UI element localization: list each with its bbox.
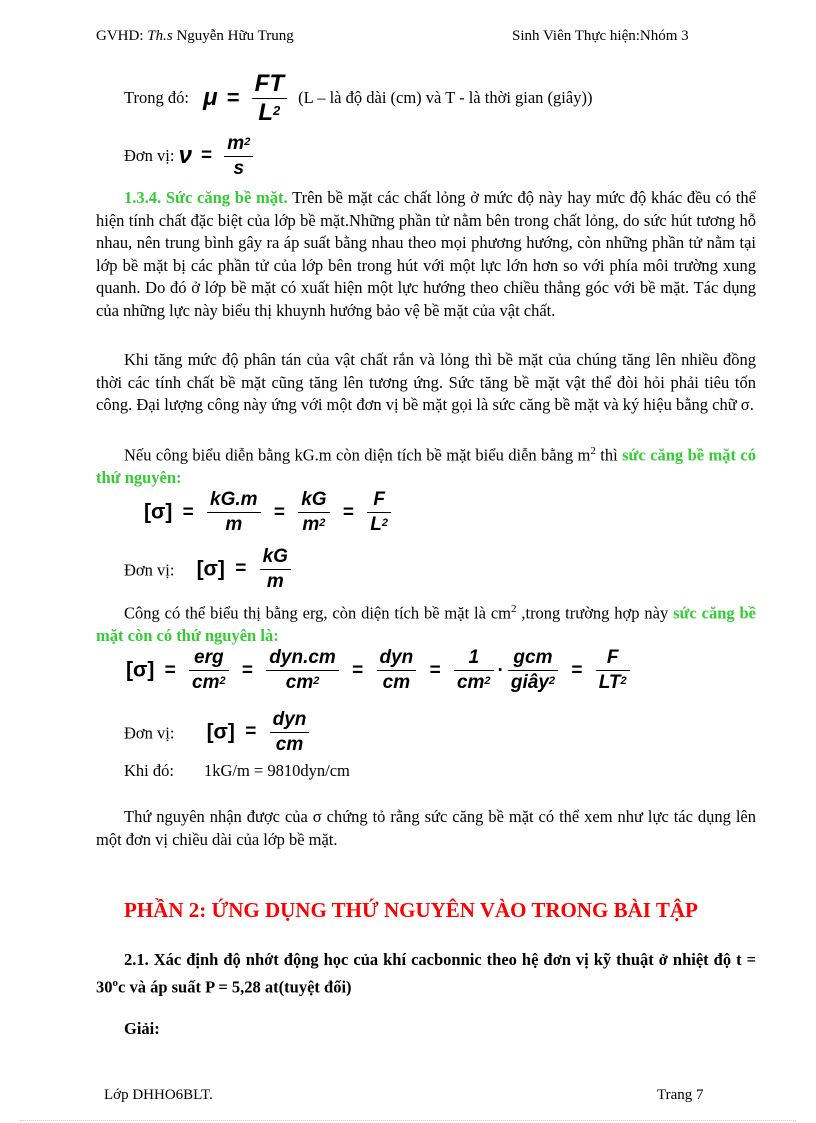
unit-sigma1-fraction	[260, 545, 291, 594]
eq1-fraction-3	[367, 488, 391, 537]
eq1-equals-3: =	[342, 501, 354, 523]
eq2-fraction-4	[454, 646, 494, 695]
eq2-f2-den-exp: 2	[313, 675, 320, 687]
eq2-f6-den-base: LT	[598, 672, 621, 693]
eq2-fraction-5	[508, 646, 558, 695]
eq1-lhs: [σ]	[144, 500, 173, 524]
nu-equals: =	[201, 145, 213, 167]
eq2-fraction-3	[377, 646, 417, 695]
eq2-f4-den	[454, 671, 494, 695]
paragraph-dispersion: Khi tăng mức độ phân tán của vật chất rắn và lỏng thì bề mặt của chúng tăng lên nhiều đồng thời các tính chất bề mặt cũng tăng lên tương ứng. Sức tăng bề mặt vật thể đòi hỏi phải tiêu tốn công. Đại lượng công này ứng với một đơn vị bề mặt gọi là sức căng bề mặt và ký hiệu bằng chữ σ.	[96, 350, 756, 415]
eq1-f3-den-exp: 2	[381, 517, 388, 529]
eq2-f6-num: F	[596, 646, 630, 671]
eq2-lhs: [σ]	[126, 658, 155, 682]
unit-sigma2-math	[206, 709, 313, 755]
unit-sigma1-math	[196, 546, 294, 592]
eq2-f1-num: erg	[189, 646, 229, 671]
eq2-f2-den-base: cm	[285, 672, 314, 693]
unit-sigma1-equals: =	[235, 558, 247, 580]
footer-left: Lớp DHHO6BLT.	[104, 1087, 213, 1103]
eq2-f1-den-exp: 2	[219, 675, 226, 687]
nu-fraction	[224, 132, 253, 181]
formula-mu-label: Trong đó:	[124, 88, 189, 108]
unit-sigma1-den: m	[266, 571, 284, 592]
eq2-equals-3: =	[352, 659, 364, 681]
mu-denominator	[252, 99, 287, 127]
eq2-f6-den-exp: 2	[620, 675, 627, 687]
nu-symbol: ν	[178, 142, 192, 170]
para3-text2: thì	[595, 445, 623, 465]
khi-do-value: 1kG/m = 9810dyn/cm	[203, 761, 350, 780]
nu-numerator	[224, 132, 253, 157]
eq2-f4-num: 1	[454, 646, 494, 671]
eq2-f5-den	[508, 671, 558, 695]
equation-sigma-kg	[144, 488, 394, 537]
problem-21-sup: o	[112, 976, 118, 989]
header-right: Sinh Viên Thực hiện:Nhóm 3	[512, 28, 689, 44]
paragraph-erg	[96, 598, 756, 648]
problem-21	[96, 949, 756, 999]
unit-sigma1-label: Đơn vị:	[124, 560, 175, 580]
eq1-f2-den-exp: 2	[319, 517, 326, 529]
para3-text: Nếu công biểu diễn bằng kG.m còn diện tích bề mặt biểu diễn bằng m	[124, 445, 591, 465]
eq1-f2-den-base: m	[302, 514, 320, 535]
header-supervisor-name: Nguyễn Hữu Trung	[172, 28, 294, 44]
unit-nu-block	[124, 132, 256, 181]
header-left	[96, 28, 294, 45]
eq1-equals-2: =	[273, 501, 285, 523]
unit-sigma2-fraction	[270, 708, 310, 757]
eq2-equals-5: =	[571, 659, 583, 681]
eq1-f2-num: kG	[298, 488, 329, 513]
eq2-f3-num: dyn	[377, 646, 417, 671]
eq2-equals-4: =	[429, 659, 441, 681]
mu-equals: =	[226, 85, 240, 111]
para4-text: Công có thể biểu thị bằng erg, còn diện tích bề mặt là cm	[124, 603, 511, 623]
section-134-paragraph	[96, 187, 756, 323]
eq2-fraction-2	[266, 646, 339, 695]
eq2-dot: ·	[497, 659, 504, 681]
eq1-fraction-2	[298, 488, 329, 537]
paragraph-kgm	[96, 440, 756, 490]
nu-num-exp: 2	[244, 136, 251, 148]
eq2-f5-den-exp: 2	[548, 675, 556, 687]
eq1-fraction-1	[207, 488, 261, 537]
eq2-fraction-1	[189, 646, 229, 695]
paragraph-conclusion: Thứ nguyên nhận được của σ chứng tỏ rằng sức căng bề mặt có thể xem như lực tác dụng lên một đơn vị chiều dài của lớp bề mặt.	[96, 807, 756, 849]
header-gvhd-label: GVHD:	[96, 28, 148, 44]
eq1-f2-den	[298, 513, 329, 537]
section-134-text: Trên bề mặt các chất lỏng ở mức độ này hay mức độ khác đều có thể hiện tính chất đặc biệt của lớp bề mặt.Những phần tử nằm bên trong chất lỏng, do sức hút tương hỗ nhau, nên trung bình gây ra áp suất bằng nhau theo mọi phương hướng, còn những phần tử nằm tại lớp bề mặt bị các phần tử của lớp bên trong hút với một lực lớn hơn so với phía môi trường xung quanh. Do đó ở lớp bề mặt có xuất hiện một lực hướng theo chiều thẳng góc với bề mặt. Tác dụng của những lực này biểu thị khuynh hướng bảo vệ bề mặt của vật chất.	[96, 188, 756, 320]
unit-sigma-dyn-block	[124, 708, 312, 757]
page-bottom-divider	[20, 1120, 796, 1121]
problem-21-text2: c và áp suất P = 5,28 at(tuyệt đối)	[118, 977, 352, 997]
problem-21-text: 2.1. Xác định độ nhớt động học của khí cacbonnic theo hệ đơn vị kỹ thuật ở nhiệt độ t = 30	[96, 950, 756, 997]
unit-sigma2-label: Đơn vị:	[124, 723, 175, 743]
eq2-f5-num: gcm	[508, 646, 558, 671]
eq1-f1-num: kG.m	[207, 488, 261, 513]
para4-sup: 2	[510, 603, 517, 615]
footer-right: Trang 7	[657, 1087, 704, 1103]
eq2-f4-den-base: cm	[456, 672, 485, 693]
unit-sigma2-num: dyn	[270, 708, 310, 733]
unit-sigma2-equals: =	[245, 721, 257, 743]
unit-sigma1-num: kG	[260, 545, 291, 570]
eq2-fraction-6	[596, 646, 630, 695]
para3-green: sức căng bề mặt có thứ nguyên:	[96, 445, 756, 488]
header-title: Th.s	[147, 28, 173, 44]
formula-mu-block	[124, 70, 592, 127]
unit-nu-label: Đơn vị:	[124, 146, 175, 166]
eq2-f4-den-exp: 2	[484, 675, 491, 687]
unit-sigma2-lhs: [σ]	[206, 720, 235, 744]
eq2-f5-den-base: giây	[510, 672, 549, 693]
mu-fraction	[252, 70, 287, 127]
eq2-f1-den	[189, 671, 229, 695]
mu-den-exp: 2	[273, 103, 281, 118]
mu-symbol: μ	[203, 84, 218, 112]
eq2-equals-1: =	[164, 659, 176, 681]
unit-sigma-kg-block	[124, 545, 294, 594]
part2-heading: PHẦN 2: ỨNG DỤNG THỨ NGUYÊN VÀO TRONG BÀI TẬP	[124, 898, 698, 922]
unit-sigma2-den: cm	[275, 734, 304, 755]
eq2-f3-den: cm	[382, 672, 411, 693]
eq2-f2-den	[266, 671, 339, 695]
equation-sigma-erg	[126, 646, 633, 695]
eq1-f3-num: F	[367, 488, 391, 513]
khi-do-line	[124, 760, 350, 783]
eq2-f2-num: dyn.cm	[266, 646, 339, 671]
mu-den-base: L	[258, 99, 274, 126]
eq1-f3-den-base: L	[370, 514, 382, 535]
unit-sigma1-lhs: [σ]	[196, 557, 225, 581]
eq1-f1-den: m	[225, 514, 243, 535]
khi-do-label: Khi đó:	[124, 761, 174, 780]
para3-sup: 2	[590, 445, 596, 457]
eq1-f3-den	[367, 513, 391, 537]
nu-denominator: s	[233, 158, 245, 179]
nu-num-base: m	[227, 133, 245, 154]
mu-note: (L – là độ dài (cm) và T - là thời gian (giây))	[298, 88, 593, 108]
para4-text2: ,trong trường hợp này	[516, 603, 674, 623]
eq1-equals-1: =	[182, 501, 194, 523]
section-134-heading: 1.3.4. Sức căng bề mặt.	[124, 188, 288, 207]
para4-green: sức căng bề mặt còn có thứ nguyên là:	[96, 603, 757, 646]
solution-label: Giải:	[124, 1019, 160, 1038]
eq2-f1-den-base: cm	[192, 672, 220, 693]
eq2-equals-2: =	[241, 659, 254, 681]
mu-numerator: FT	[252, 70, 287, 99]
eq2-f6-den	[596, 671, 630, 695]
